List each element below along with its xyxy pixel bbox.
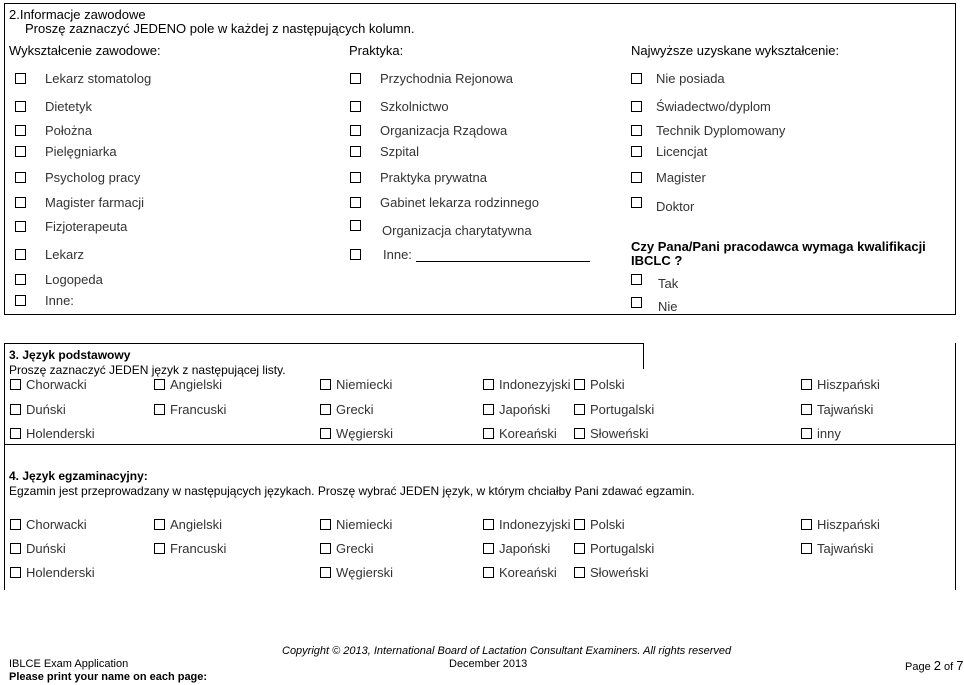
checkbox[interactable] — [801, 428, 812, 439]
section4-language-option[interactable]: Holenderski — [10, 565, 95, 580]
checkbox[interactable] — [320, 519, 331, 530]
section2-instruction: Proszę zaznaczyć JEDENO pole w każdej z następujących kolumn. — [25, 21, 415, 36]
checkbox[interactable] — [15, 146, 26, 157]
col2-header: Praktyka: — [349, 43, 404, 58]
checkbox[interactable] — [631, 172, 642, 183]
section4-language-option[interactable]: Francuski — [154, 541, 226, 556]
col1-option[interactable]: Dietetyk — [15, 99, 92, 114]
footer-print-note: Please print your name on each page: — [9, 671, 208, 683]
ibclc-no-checkbox[interactable] — [631, 295, 651, 313]
section3-language-option[interactable]: Portugalski — [574, 402, 654, 417]
section4-language-option[interactable]: Portugalski — [574, 541, 654, 556]
checkbox[interactable] — [10, 379, 21, 390]
ibclc-yes-label: Tak — [658, 276, 679, 291]
checkbox[interactable] — [15, 73, 26, 84]
section3-language-option[interactable]: Hiszpański — [801, 377, 880, 392]
checkbox[interactable] — [15, 101, 26, 112]
section4-language-option[interactable]: Słoweński — [574, 565, 649, 580]
checkbox[interactable] — [350, 101, 361, 112]
section3-language-option[interactable]: Węgierski — [320, 426, 393, 441]
checkbox[interactable] — [631, 146, 642, 157]
section4-language-option[interactable]: Grecki — [320, 541, 374, 556]
checkbox[interactable] — [154, 404, 165, 415]
col2-option[interactable]: Przychodnia Rejonowa — [350, 71, 513, 86]
col2-option[interactable]: Praktyka prywatna — [350, 170, 487, 185]
footer-app-name: IBLCE Exam Application — [9, 658, 129, 670]
checkbox[interactable] — [15, 197, 26, 208]
checkbox[interactable] — [631, 297, 642, 308]
checkbox[interactable] — [154, 543, 165, 554]
col3-checkbox[interactable] — [631, 195, 651, 213]
checkbox[interactable] — [350, 220, 361, 231]
checkbox[interactable] — [10, 519, 21, 530]
checkbox[interactable] — [320, 404, 331, 415]
col1-option[interactable]: Położna — [15, 123, 92, 138]
checkbox[interactable] — [483, 543, 494, 554]
checkbox[interactable] — [631, 101, 642, 112]
col1-option[interactable]: Inne: — [15, 293, 74, 308]
checkbox[interactable] — [350, 146, 361, 157]
checkbox[interactable] — [483, 379, 494, 390]
ibclc-no-label: Nie — [658, 299, 678, 314]
col2-option-label: Organizacja charytatywna — [382, 223, 532, 238]
section4-language-option[interactable]: Niemiecki — [320, 517, 392, 532]
section3-language-option[interactable]: Angielski — [154, 377, 222, 392]
checkbox[interactable] — [320, 543, 331, 554]
checkbox[interactable] — [10, 543, 21, 554]
checkbox[interactable] — [631, 73, 642, 84]
col1-option[interactable]: Fizjoterapeuta — [15, 219, 127, 234]
checkbox[interactable] — [574, 567, 585, 578]
section3-instruction: Proszę zaznaczyć JEDEN język z następującej listy. — [9, 363, 286, 377]
checkbox[interactable] — [10, 567, 21, 578]
col1-option[interactable]: Pielęgniarka — [15, 144, 117, 159]
checkbox[interactable] — [801, 519, 812, 530]
section3-language-option[interactable]: inny — [801, 426, 841, 441]
footer-date: December 2013 — [449, 658, 528, 670]
checkbox[interactable] — [801, 543, 812, 554]
col3-option[interactable]: Nie posiada — [631, 71, 725, 86]
col3-option[interactable]: Magister — [631, 170, 706, 185]
checkbox[interactable] — [483, 428, 494, 439]
section2-title: 2.Informacje zawodowe — [9, 7, 146, 22]
col3-option[interactable]: Świadectwo/dyplom — [631, 99, 771, 114]
section4-language-option[interactable]: Polski — [574, 517, 625, 532]
section3-title: 3. Język podstawowy — [9, 348, 131, 362]
col1-option[interactable]: Psycholog pracy — [15, 170, 140, 185]
checkbox[interactable] — [15, 172, 26, 183]
col2-checkbox[interactable] — [350, 219, 370, 234]
section4-language-option[interactable]: Koreański — [483, 565, 557, 580]
col1-header: Wykształcenie zawodowe: — [9, 43, 161, 58]
checkbox[interactable] — [320, 428, 331, 439]
checkbox[interactable] — [10, 428, 21, 439]
checkbox[interactable] — [631, 197, 642, 208]
other-practice-input-line[interactable] — [416, 261, 590, 262]
checkbox[interactable] — [801, 379, 812, 390]
col2-option-other[interactable]: Inne: — [350, 247, 412, 262]
checkbox[interactable] — [350, 125, 361, 136]
section3-language-option[interactable]: Japoński — [483, 402, 550, 417]
checkbox[interactable] — [574, 519, 585, 530]
section4-language-option[interactable]: Angielski — [154, 517, 222, 532]
checkbox[interactable] — [10, 404, 21, 415]
col2-option[interactable]: Szkolnictwo — [350, 99, 449, 114]
checkbox[interactable] — [631, 125, 642, 136]
checkbox[interactable] — [350, 172, 361, 183]
checkbox[interactable] — [483, 519, 494, 530]
section3-language-option[interactable]: Tajwański — [801, 402, 873, 417]
checkbox[interactable] — [574, 543, 585, 554]
checkbox[interactable] — [483, 567, 494, 578]
section3-language-option[interactable]: Grecki — [320, 402, 374, 417]
checkbox[interactable] — [15, 249, 26, 260]
col1-option[interactable]: Magister farmacji — [15, 195, 144, 210]
col2-option[interactable]: Organizacja Rządowa — [350, 123, 507, 138]
section3-language-option[interactable]: Indonezyjski — [483, 377, 571, 392]
checkbox[interactable] — [154, 379, 165, 390]
section4-language-option[interactable]: Chorwacki — [10, 517, 87, 532]
section4-language-option[interactable]: Duński — [10, 541, 66, 556]
checkbox[interactable] — [574, 428, 585, 439]
checkbox[interactable] — [574, 379, 585, 390]
checkbox[interactable] — [350, 197, 361, 208]
footer-page-number: Page 2 of 7 — [905, 658, 964, 673]
section4-language-option[interactable]: Hiszpański — [801, 517, 880, 532]
checkbox[interactable] — [15, 295, 26, 306]
checkbox[interactable] — [15, 274, 26, 285]
section3-language-option[interactable]: Duński — [10, 402, 66, 417]
section4-instruction: Egzamin jest przeprowadzany w następujących językach. Proszę wybrać JEDEN język, w którym chciałby Pani zdawać egzamin. — [9, 484, 695, 498]
section4-language-option[interactable]: Tajwański — [801, 541, 873, 556]
col1-option[interactable]: Lekarz stomatolog — [15, 71, 151, 86]
section3-language-option[interactable]: Koreański — [483, 426, 557, 441]
checkbox[interactable] — [320, 567, 331, 578]
col3-option[interactable]: Licencjat — [631, 144, 707, 159]
section3-language-option[interactable]: Chorwacki — [10, 377, 87, 392]
section3-language-option[interactable]: Niemiecki — [320, 377, 392, 392]
checkbox[interactable] — [15, 125, 26, 136]
checkbox[interactable] — [574, 404, 585, 415]
section4-language-option[interactable]: Japoński — [483, 541, 550, 556]
ibclc-question-2: IBCLC ? — [631, 253, 683, 268]
checkbox[interactable] — [631, 274, 642, 285]
checkbox[interactable] — [154, 519, 165, 530]
col3-option-label: Doktor — [656, 199, 695, 214]
col3-option[interactable]: Technik Dyplomowany — [631, 123, 785, 138]
checkbox[interactable] — [15, 221, 26, 232]
col1-option[interactable]: Lekarz — [15, 247, 84, 262]
section3-language-option[interactable]: Holenderski — [10, 426, 95, 441]
checkbox[interactable] — [350, 73, 361, 84]
section4-title: 4. Język egzaminacyjny: — [9, 469, 148, 483]
checkbox[interactable] — [483, 404, 494, 415]
section4-language-option[interactable]: Węgierski — [320, 565, 393, 580]
copyright: Copyright © 2013, International Board of Lactation Consultant Examiners. All rights reserved — [282, 645, 732, 657]
section3-language-option[interactable]: Francuski — [154, 402, 226, 417]
ibclc-yes-checkbox[interactable] — [631, 272, 651, 290]
col2-option[interactable]: Szpital — [350, 144, 419, 159]
col1-option[interactable]: Logopeda — [15, 272, 103, 287]
ibclc-question: Czy Pana/Pani pracodawca wymaga kwalifikacji — [631, 239, 926, 254]
section3-language-option[interactable]: Słoweński — [574, 426, 649, 441]
section3-language-option[interactable]: Polski — [574, 377, 625, 392]
checkbox[interactable] — [801, 404, 812, 415]
checkbox[interactable] — [320, 379, 331, 390]
section4-language-option[interactable]: Indonezyjski — [483, 517, 571, 532]
col3-header: Najwyższe uzyskane wykształcenie: — [631, 43, 840, 58]
col2-option[interactable]: Gabinet lekarza rodzinnego — [350, 195, 539, 210]
checkbox[interactable] — [350, 249, 361, 260]
